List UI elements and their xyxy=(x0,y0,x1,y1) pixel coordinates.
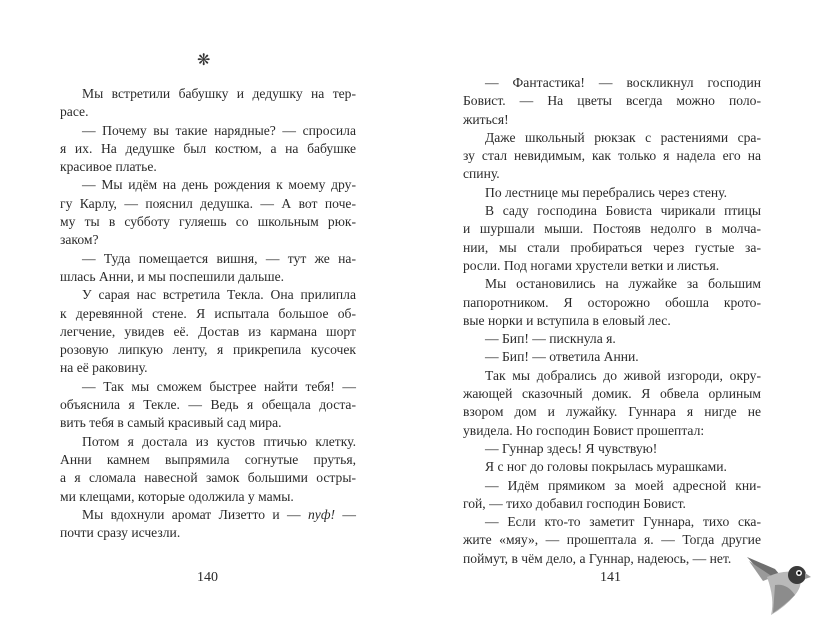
text-line xyxy=(463,477,761,495)
line-text: объяснила я Текле. — Ведь я обещала доста- xyxy=(60,397,356,413)
text-line xyxy=(60,378,356,396)
line-text: — Так мы сможем быстрее найти тебя! — xyxy=(82,378,356,394)
line-text: зу стал невидимым, как только я надела его на xyxy=(463,148,761,164)
text-line xyxy=(463,129,761,147)
line-text: спину. xyxy=(463,166,500,182)
text-line xyxy=(463,275,761,293)
line-text: поймут, в чём дело, а Гуннар, надеюсь, — нет. xyxy=(463,550,732,566)
text-line xyxy=(463,385,761,403)
line-text: заком? xyxy=(60,232,99,248)
text-line xyxy=(60,506,356,524)
text-line xyxy=(463,348,761,366)
line-text: гой, — тихо добавил господин Бовист. xyxy=(463,495,686,511)
text-line xyxy=(463,294,761,312)
text-line xyxy=(60,359,356,377)
text-line xyxy=(463,92,761,110)
text-line xyxy=(60,305,356,323)
line-text: взором дом и лужайку. Гуннара я нигде не xyxy=(463,404,761,420)
text-line xyxy=(60,85,356,103)
line-text: шлась Анни, и мы поспешили дальше. xyxy=(60,268,285,284)
text-line xyxy=(463,184,761,202)
text-line xyxy=(463,458,761,476)
right-page xyxy=(410,0,820,629)
line-text: Мы вдохнули аромат Лизетто и — xyxy=(82,506,308,522)
line-text: красивое платье. xyxy=(60,159,157,175)
line-text: гу Карлу, — пояснил дедушка. — А вот поче- xyxy=(60,195,356,211)
text-line xyxy=(463,202,761,220)
text-line xyxy=(60,433,356,451)
line-text: — Туда помещается вишня, — тут же на- xyxy=(82,250,356,266)
line-text: и шуршали мыши. Постояв недолго в молча- xyxy=(463,221,761,237)
line-text: — Идём прямиком за моей адресной кни- xyxy=(485,477,761,493)
text-line xyxy=(463,495,761,513)
line-text: Мы встретили бабушку и дедушку на тер- xyxy=(82,86,356,101)
text-line xyxy=(463,257,761,275)
text-line xyxy=(60,323,356,341)
line-text: Мы остановились на лужайке за большим xyxy=(485,276,761,292)
line-text: легчение, увидев её. Достав из кармана шорт xyxy=(60,323,356,339)
text-line xyxy=(60,195,356,213)
line-text: Даже школьный рюкзак с растениями сра- xyxy=(485,129,761,145)
text-line xyxy=(463,367,761,385)
line-text: почти сразу исчезли. xyxy=(60,525,181,541)
text-line xyxy=(60,524,356,542)
text-line xyxy=(463,330,761,348)
line-text: житься! xyxy=(463,111,509,127)
text-line xyxy=(60,414,356,432)
line-text: Анни камнем выпрямила согнутые прутья, xyxy=(60,451,356,467)
line-text: жающей сказочный домик. Я обвела орлиным xyxy=(463,386,761,402)
page-text xyxy=(60,85,356,542)
text-line xyxy=(60,122,356,140)
text-line xyxy=(463,550,761,568)
text-line xyxy=(463,422,761,440)
text-line xyxy=(60,158,356,176)
line-text: нии, мы стали пробираться через густые за- xyxy=(463,239,761,255)
line-text: розовую липкую ленту, я прикрепила кусочек xyxy=(60,342,356,358)
text-line xyxy=(60,341,356,359)
line-text: В саду господина Бовиста чирикали птицы xyxy=(485,203,761,219)
line-text: — Если кто-то заметит Гуннара, тихо ска- xyxy=(485,514,761,530)
line-text: росли. Под ногами хрустели ветки и листья. xyxy=(463,257,720,273)
page-text xyxy=(463,74,761,568)
line-text: Так мы добрались до живой изгороди, окру- xyxy=(485,367,761,383)
line-text: Бовист. — На цветы всегда можно поло- xyxy=(463,93,761,109)
line-text: — Бип! — ответила Анни. xyxy=(485,349,639,365)
line-text: папоротником. Я осторожно обошла крото- xyxy=(463,294,761,310)
line-text: жите «мяу», — прошептала я. — Тогда другие xyxy=(463,532,761,548)
bird-illustration-icon xyxy=(745,555,811,617)
text-line xyxy=(60,176,356,194)
text-line xyxy=(60,213,356,231)
line-text: — Мы идём на день рождения к моему дру- xyxy=(82,177,356,193)
text-line xyxy=(463,239,761,257)
text-line xyxy=(60,396,356,414)
text-line xyxy=(463,513,761,531)
text-line xyxy=(60,469,356,487)
page-number: 140 xyxy=(197,570,218,585)
text-line xyxy=(463,531,761,549)
text-line xyxy=(463,220,761,238)
text-line xyxy=(463,74,761,92)
text-line xyxy=(60,286,356,304)
text-line xyxy=(463,147,761,165)
line-text: У сарая нас встретила Текла. Она прилипла xyxy=(82,287,356,303)
line-text: увидела. Но господин Бовист прошептал: xyxy=(463,422,705,438)
page-number: 141 xyxy=(600,570,621,585)
text-line xyxy=(463,111,761,129)
text-line xyxy=(60,250,356,268)
line-text: — xyxy=(335,506,356,522)
text-line xyxy=(60,231,356,249)
line-text: я их. На дедушке был костюм, а на бабушке xyxy=(60,140,356,156)
line-text: — Бип! — пискнула я. xyxy=(485,331,616,347)
line-text: му ты в субботу гуляешь со школьным рюк- xyxy=(60,214,356,230)
line-text: ми клещами, которые одолжила у мамы. xyxy=(60,488,294,504)
line-text: вить тебя в самый красивый сад мира. xyxy=(60,415,282,431)
line-text: — Гуннар здесь! Я чувствую! xyxy=(485,440,658,456)
ornament-icon: ❋ xyxy=(197,52,211,69)
italic-text: пуф! xyxy=(308,506,336,522)
line-text: Потом я достала из кустов птичью клетку. xyxy=(82,433,356,449)
line-text: расе. xyxy=(60,104,89,120)
line-text: вые норки и вступила в еловый лес. xyxy=(463,312,671,328)
line-text: к деревянной стене. Я испытала большое об- xyxy=(60,305,356,321)
line-text: — Фантастика! — воскликнул господин xyxy=(485,75,761,90)
text-line xyxy=(463,403,761,421)
line-text: По лестнице мы перебрались через стену. xyxy=(485,184,727,200)
text-line xyxy=(60,268,356,286)
text-line xyxy=(463,312,761,330)
line-text: Я с ног до головы покрылась мурашками. xyxy=(485,459,727,475)
text-line xyxy=(60,140,356,158)
line-text: — Почему вы такие нарядные? — спросила xyxy=(82,122,356,138)
line-text: а я сломала навесной замок большими остры- xyxy=(60,470,356,486)
text-line xyxy=(463,440,761,458)
text-line xyxy=(60,451,356,469)
text-line xyxy=(463,165,761,183)
text-line xyxy=(60,488,356,506)
line-text: на её раковину. xyxy=(60,360,148,376)
text-line xyxy=(60,103,356,121)
